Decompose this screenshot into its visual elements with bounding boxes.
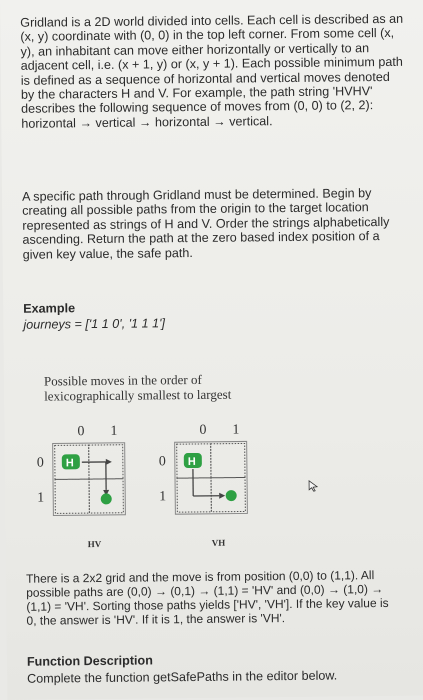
row-label-1: 1 — [37, 490, 45, 506]
grid-figure-hv — [32, 421, 143, 520]
caption-line: lexicographically smallest to largest — [44, 386, 232, 404]
text-line: Gridland is a 2D world divided into cells. Each cell is described as an — [20, 11, 404, 30]
grid-cells — [53, 443, 126, 516]
row-label-1: 1 — [159, 489, 167, 505]
start-badge: H — [187, 455, 196, 469]
text-line: represented as strings of H and V. Order the strings alphabetically — [22, 214, 390, 233]
example-section — [23, 298, 418, 333]
grid-cells — [175, 441, 248, 514]
text-line: describes the following sequence of moves from (0, 0) to (2, 2): — [21, 98, 374, 117]
text-line: 0, the answer is 'HV'. If it is 1, the answer is 'VH'. — [26, 611, 286, 628]
text-line: horizontal → vertical → horizontal → vertical. — [21, 113, 273, 131]
text-line: y), an inhabitant can move either horizontally or vertically to an — [20, 40, 370, 59]
grid-hv-svg — [32, 421, 143, 520]
intro-paragraph — [20, 12, 416, 131]
grid-figure-vh — [154, 419, 265, 518]
text-line: is defined as a sequence of horizontal and vertical moves denoted — [20, 69, 390, 88]
function-line: Complete the function getSafePaths in the editor below. — [27, 668, 338, 687]
col-label-1: 1 — [232, 422, 240, 438]
explanation-paragraph — [26, 568, 422, 628]
text-line: ascending. Return the path at the zero based index position of a — [22, 229, 380, 247]
text-line: (x, y) coordinate with (0, 0) in the top left corner. From some cell (x, — [20, 26, 395, 45]
col-label-0: 0 — [199, 422, 207, 438]
row-label-0: 0 — [36, 455, 44, 471]
path-label-vh: VH — [211, 537, 226, 548]
row-label-0: 0 — [158, 454, 166, 470]
journeys-value: journeys = ['1 1 0', '1 1 1'] — [23, 316, 166, 333]
grid-vh-svg — [154, 419, 265, 518]
arrowhead-icon — [219, 493, 225, 499]
caption-line: Possible moves in the order of — [43, 371, 202, 389]
col-label-1: 1 — [110, 423, 118, 439]
function-heading: Function Description — [26, 653, 153, 669]
text-line: given key value, the safe path. — [22, 245, 193, 262]
text-line: by the characters H and V. For example, the path string 'HVHV' — [20, 84, 373, 102]
target-dot-icon — [101, 493, 112, 504]
example-heading: Example — [23, 301, 76, 316]
figure-caption — [44, 371, 294, 404]
text-line: adjacent cell, i.e. (x + 1, y) or (x, y + 1). Each possible minimum path — [20, 55, 403, 74]
path-label-hv: HV — [87, 538, 102, 550]
col-label-0: 0 — [77, 424, 85, 440]
text-line: creating all possible paths from the origin to the target location — [22, 200, 369, 219]
start-badge: H — [65, 457, 74, 470]
mouse-cursor-icon — [307, 479, 319, 497]
function-description — [27, 651, 422, 687]
task-paragraph — [22, 186, 418, 262]
target-dot-icon — [226, 490, 237, 501]
text-line: possible paths are (0,0) → (0,1) → (1,1) = 'HV' and (0,0) → (1,0) → — [26, 582, 384, 600]
text-line: There is a 2x2 grid and the move is from position (0,0) to (1,1). All — [25, 568, 375, 586]
arrowhead-icon — [106, 459, 112, 465]
text-line: (1,1) = 'VH'. Sorting those paths yields ['HV', 'VH']. If the key value is — [26, 595, 389, 614]
text-line: A specific path through Gridland must be determined. Begin by — [21, 186, 372, 204]
